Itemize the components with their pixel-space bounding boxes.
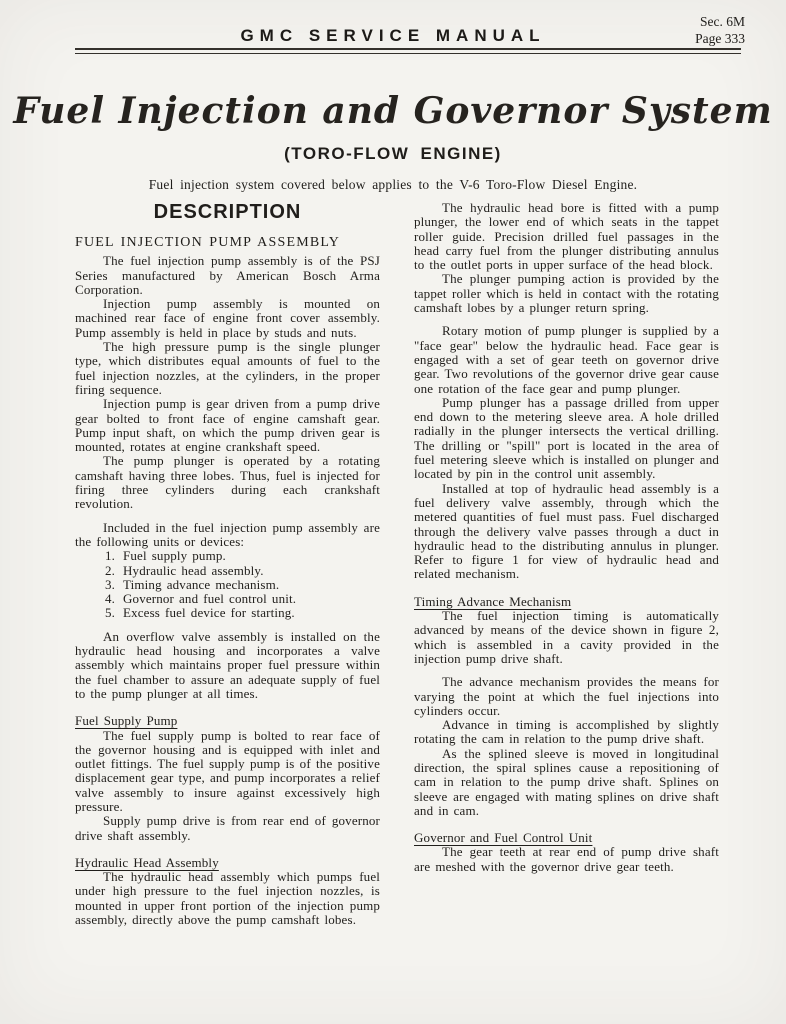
paragraph: The hydraulic head assembly which pumps fuel under high pressure to the fuel injection nozzles, is mounted in upper front portion of the injection pump assembly, directly above the pump camshaft lobes. — [75, 869, 380, 928]
list-item-text: Governor and fuel control unit. — [123, 591, 297, 607]
paragraph: The fuel injection pump assembly is of the PSJ Series manufactured by American Bosch Arma Corporation. — [75, 253, 380, 297]
header-meta — [695, 13, 745, 47]
paragraph: Supply pump drive is from rear end of governor drive shaft assembly. — [75, 813, 380, 843]
paragraph: The fuel injection timing is automatically advanced by means of the device shown in figure 2, which is assembled in a cavity provided in the injection pump drive shaft. — [414, 608, 719, 666]
subhead-governor-and-fuel-control-unit: Governor and Fuel Control Unit — [414, 830, 593, 846]
list-item — [75, 592, 380, 606]
paragraph: As the splined sleeve is moved in longitudinal direction, the spiral splines cause a repositioning of cam in relation to the pump drive shaft. Splines on sleeve are engaged with mating splines on drive shaft and in cam. — [414, 745, 719, 818]
page-title: Fuel Injection and Governor System — [13, 90, 773, 132]
manual-title: GMC SERVICE MANUAL — [240, 26, 546, 45]
list-item — [75, 549, 380, 563]
subhead-fuel-supply-pump: Fuel Supply Pump — [75, 713, 178, 729]
list-item — [75, 578, 380, 592]
paragraph: Pump plunger has a passage drilled from upper end down to the metering sleeve area. A hole drilled radially in the plunger intersects the vertical drilling. The drilling or "spill" port is located in the area of fuel metering sleeve which is installed on plunger and located by pin in the control unit assembly. — [414, 394, 719, 482]
paragraph: The high pressure pump is the single plunger type, which distributes equal amounts of fuel to the fuel injection nozzles, at the cylinders, in the proper firing sequence. — [75, 339, 380, 397]
list-item-text: Timing advance mechanism. — [123, 576, 280, 592]
left-column — [75, 201, 380, 927]
paragraph: The hydraulic head bore is fitted with a pump plunger, the lower end of which seats in the tappet roller guide. Precision drilled fuel passages in the head carry fuel from the plunger distributing annulus to the outlet ports in upper surface of the head block. — [414, 200, 719, 273]
paragraph: The advance mechanism provides the means for varying the point at which the fuel injections into cylinders occur. — [414, 674, 719, 718]
section-label: Sec. 6M — [700, 14, 745, 29]
list-item-number: 3. — [105, 576, 116, 592]
paragraph: Included in the fuel injection pump assembly are the following units or devices: — [75, 519, 380, 549]
list-item-text: Excess fuel device for starting. — [123, 605, 295, 621]
list-item-number: 1. — [105, 548, 116, 564]
page-number-label: Page 333 — [695, 31, 745, 46]
paragraph: Injection pump assembly is mounted on machined rear face of engine front cover assembly. Pump assembly is held in place by studs and nuts. — [75, 296, 380, 340]
paragraph: The fuel supply pump is bolted to rear face of the governor housing and is equipped with inlet and outlet fittings. The fuel supply pump is of the positive displacement gear type, and pump incorporates a relief valve assembly to insure against excessively high pressure. — [75, 727, 380, 814]
paragraph: Injection pump is gear driven from a pump drive gear bolted to front face of engine camshaft gear. Pump input shaft, on which the pump driven gear is mounted, rotates at engine crankshaft speed. — [75, 396, 380, 455]
list-item-text: Hydraulic head assembly. — [123, 562, 264, 578]
paragraph: Rotary motion of pump plunger is supplied by a "face gear" below the hydraulic head. Face gear is engaged with a set of gear teeth on governor drive gear. Two revolutions of the governor drive gear cause one rotation of the face gear and pump plunger. — [414, 323, 719, 396]
device-list — [75, 549, 380, 620]
list-item-number: 5. — [105, 605, 116, 621]
page-subtitle: (TORO-FLOW ENGINE) — [284, 144, 502, 163]
paragraph: The plunger pumping action is provided by the tappet roller which is held in contact with the rotating camshaft lobes by a plunger return spring. — [414, 271, 719, 316]
description-heading: DESCRIPTION — [153, 201, 302, 223]
list-item — [75, 564, 380, 578]
paragraph: Advance in timing is accomplished by slightly rotating the cam in relation to the pump drive shaft. — [414, 717, 719, 747]
paragraph: An overflow valve assembly is installed on the hydraulic head housing and incorporates a valve assembly which maintains proper fuel pressure within the fuel chamber to assure an adequate supply of fuel to the pump plunger at all times. — [75, 628, 380, 701]
paragraph: The pump plunger is operated by a rotating camshaft having three lobes. Thus, fuel is injected for firing three cylinders during each crankshaft revolution. — [75, 453, 380, 512]
header-rule — [75, 48, 741, 54]
list-item — [75, 606, 380, 620]
list-item-text: Fuel supply pump. — [123, 548, 226, 564]
right-column — [414, 201, 719, 927]
paragraph: Installed at top of hydraulic head assembly is a fuel delivery valve assembly, through which the metered quantities of fuel must pass. Fuel discharged through the delivery valve passes through a duct in hydraulic head to the distributing annulus in plunger. Refer to figure 1 for view of hydraulic head and related mechanism. — [414, 480, 719, 582]
list-item-number: 2. — [105, 562, 116, 578]
subhead-hydraulic-head-assembly: Hydraulic Head Assembly — [75, 854, 219, 870]
section-heading: FUEL INJECTION PUMP ASSEMBLY — [75, 235, 341, 250]
intro-text: Fuel injection system covered below applies to the V-6 Toro-Flow Diesel Engine. — [148, 177, 638, 192]
paragraph: The gear teeth at rear end of pump drive shaft are meshed with the governor drive gear teeth. — [414, 844, 719, 874]
subhead-timing-advance-mechanism: Timing Advance Mechanism — [414, 593, 572, 609]
two-column-body — [75, 201, 719, 927]
list-item-number: 4. — [105, 591, 116, 607]
